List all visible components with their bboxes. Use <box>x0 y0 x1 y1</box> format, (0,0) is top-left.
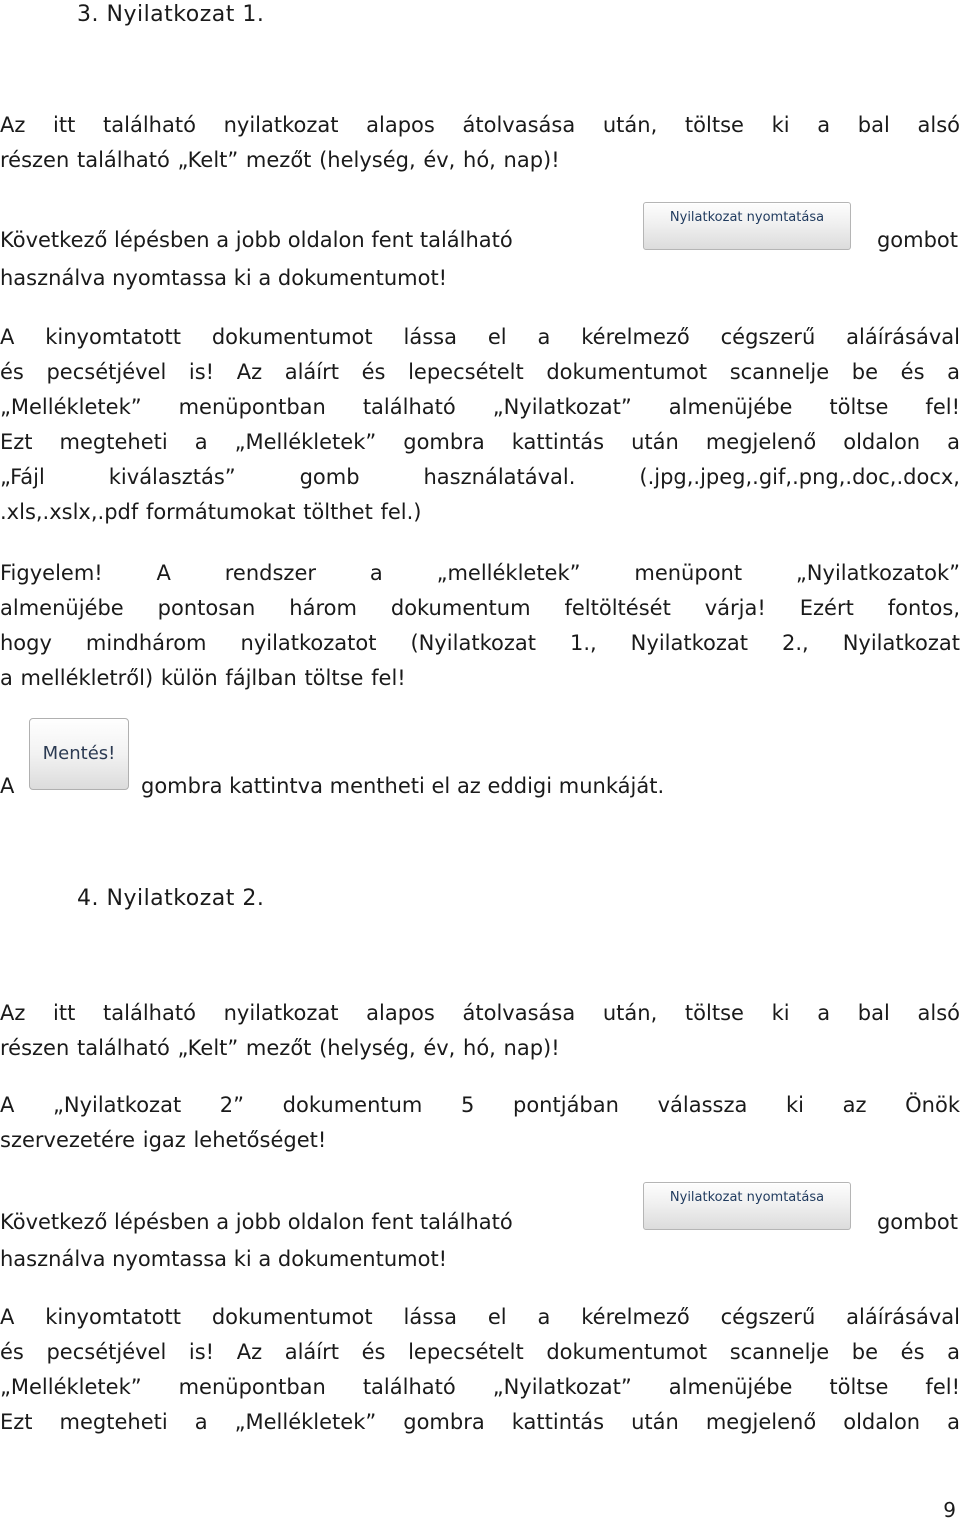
page-number: 9 <box>943 1498 956 1522</box>
save-button[interactable] <box>29 718 129 790</box>
text-line: .xls,.xslx,.pdf formátumokat tölthet fel.) <box>0 500 422 524</box>
section-3-heading: 3. Nyilatkozat 1. <box>77 2 265 27</box>
text-line: Az itt található nyilatkozat alapos átolvasása után, töltse ki a bal alsó <box>0 1001 960 1025</box>
text-line: „Mellékletek” menüpontban található „Nyilatkozat” almenüjébe töltse fel! <box>0 1375 960 1399</box>
print-declaration-button[interactable] <box>643 202 851 250</box>
text-line: és pecsétjével is! Az aláírt és lepecsételt dokumentumot scannelje be és a <box>0 1340 960 1364</box>
text-line: „Fájl kiválasztás” gomb használatával. (.jpg,.jpeg,.gif,.png,.doc,.docx, <box>0 465 960 489</box>
section-4-print-instruction <box>0 1180 960 1280</box>
section-3-save-instruction <box>0 716 960 806</box>
text-line: gombot <box>876 228 958 252</box>
print-button-label: Nyilatkozat nyomtatása <box>669 210 825 225</box>
text-line: A <box>0 774 15 798</box>
section-4-paragraph-1 <box>0 996 960 1066</box>
section-4-paragraph-2 <box>0 1088 960 1158</box>
text-line: használva nyomtassa ki a dokumentumot! <box>0 266 448 290</box>
print-declaration-button[interactable] <box>643 1182 851 1230</box>
text-line: Ezt megteheti a „Mellékletek” gombra kattintás után megjelenő oldalon a <box>0 430 960 454</box>
text-line: gombot <box>876 1210 958 1234</box>
text-line: „Mellékletek” menüpontban található „Nyilatkozat” almenüjébe töltse fel! <box>0 395 960 419</box>
text-line: A kinyomtatott dokumentumot lássa el a kérelmező cégszerű aláírásával <box>0 1305 960 1329</box>
text-line: gombra kattintva mentheti el az eddigi munkáját. <box>141 774 665 798</box>
text-line: részen található „Kelt” mezőt (helység, év, hó, nap)! <box>0 1036 560 1060</box>
section-3-warning-paragraph <box>0 556 960 696</box>
text-line: és pecsétjével is! Az aláírt és lepecsételt dokumentumot scannelje be és a <box>0 360 960 384</box>
text-line: részen található „Kelt” mezőt (helység, év, hó, nap)! <box>0 148 560 172</box>
section-4-heading: 4. Nyilatkozat 2. <box>77 886 265 911</box>
section-3-paragraph-1 <box>0 108 960 178</box>
text-line: Következő lépésben a jobb oldalon fent található <box>0 228 513 252</box>
section-3-print-instruction <box>0 200 960 300</box>
text-line: Következő lépésben a jobb oldalon fent található <box>0 1210 513 1234</box>
print-button-label: Nyilatkozat nyomtatása <box>669 1190 825 1205</box>
text-line: szervezetére igaz lehetőséget! <box>0 1128 327 1152</box>
text-line: almenüjébe pontosan három dokumentum feltöltését várja! Ezért fontos, <box>0 596 960 620</box>
text-line: Az itt található nyilatkozat alapos átolvasása után, töltse ki a bal alsó <box>0 113 960 137</box>
section-3-paragraph-3 <box>0 320 960 530</box>
text-line: A „Nyilatkozat 2” dokumentum 5 pontjában válassza ki az Önök <box>0 1093 960 1117</box>
text-line: használva nyomtassa ki a dokumentumot! <box>0 1247 448 1271</box>
text-line: A kinyomtatott dokumentumot lássa el a kérelmező cégszerű aláírásával <box>0 325 960 349</box>
text-line: a mellékletről) külön fájlban töltse fel! <box>0 666 406 690</box>
save-button-label: Mentés! <box>42 743 116 764</box>
text-line: hogy mindhárom nyilatkozatot (Nyilatkozat 1., Nyilatkozat 2., Nyilatkozat <box>0 631 960 655</box>
text-line: Ezt megteheti a „Mellékletek” gombra kattintás után megjelenő oldalon a <box>0 1410 960 1434</box>
section-4-paragraph-4 <box>0 1300 960 1440</box>
text-line: Figyelem! A rendszer a „mellékletek” menüpont „Nyilatkozatok” <box>0 561 960 585</box>
